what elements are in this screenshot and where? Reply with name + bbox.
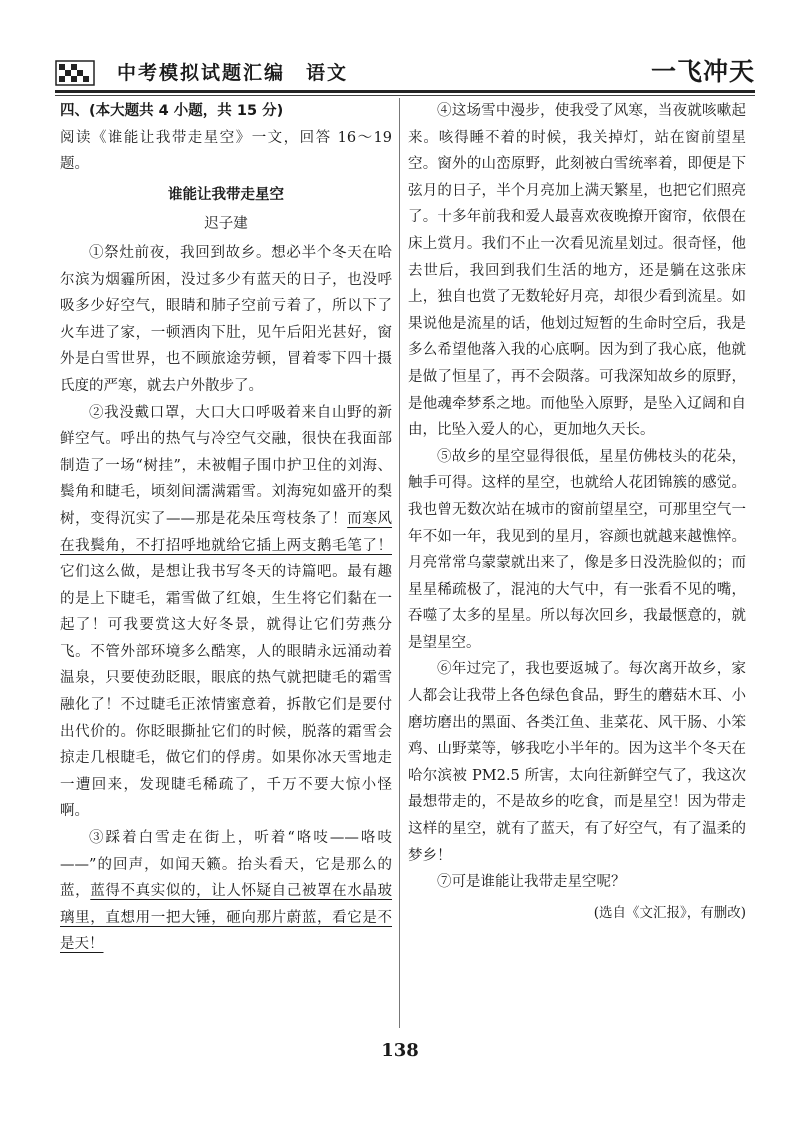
section-heading: 四、(本大题共 4 小题，共 15 分): [60, 103, 284, 119]
paragraph-2: [60, 400, 392, 826]
paragraph-7: ⑦可是谁能让我带走星空呢？: [437, 874, 626, 891]
column-divider: [399, 98, 400, 1028]
paragraph-3-text: ③踩着白雪走在街上，听着“咯吱——咯吱——”的回声，如闻天籁。抬头看天，它是那么的蓝，: [60, 830, 392, 900]
checker-logo-icon: [55, 60, 95, 86]
paragraph-3-underlined: 蓝得不真实似的，让人怀疑自己被罩在水晶玻璃里，直想用一把大锤，砸向那片蔚蓝，看它是不是天！: [60, 883, 393, 953]
paragraph-6: ⑥年过完了，我也要返城了。每次离开故乡，家人都会让我带上各色绿色食品，野生的蘑菇木耳、小磨坊磨出的黑面、各类江鱼、韭菜花、风干肠、小笨鸡、山野菜等，够我吃小半年的。因为这半个冬天在哈尔滨被 PM2.5 所害，太向往新鲜空气了，我这次最想带走的，不是故乡的吃食，而是星空！因为带走这样的星空，就有了蓝天，有了好空气，有了温柔的梦乡！: [408, 661, 746, 864]
paragraph-1: ①祭灶前夜，我回到故乡。想必半个冬天在哈尔滨为烟霾所困，没过多少有蓝天的日子，也没呼吸多少好空气，眼睛和肺子空前亏着了，所以下了火车进了家，一顿酒肉下肚，见午后阳光甚好，窗外是白雪世界，也不顾旅途劳顿，冒着零下四十摄氏度的严寒，就去户外散步了。: [60, 244, 392, 394]
section-instruction: 阅读《谁能让我带走星空》一文，回答 16～19 题。: [60, 129, 392, 173]
header-rule-thin: [55, 95, 755, 96]
paragraph-2-underlined: 而寒风在我鬓角，不打招呼地就给它插上两支鹅毛笔了！: [60, 510, 393, 554]
paragraph-2-rest: 它们这么做，是想让我书写冬天的诗篇吧。最有趣的是上下睫毛，霜雪做了红娘，生生将它们黏在一起了！可我要赏这大好冬景，就得让它们劳燕分飞。不管外部环境多么酷寒，人的眼睛永远涌动着温泉，只要使劲眨眼，眼底的热气就把睫毛的霜雪融化了！不过睫毛正浓情蜜意着，拆散它们是要付出代价的。你眨眼撕扯它们的时候，脱落的霜雪会掠走几根睫毛，做它们的俘虏。如果你冰天雪地走一遭回来，发现睫毛稀疏了，千万不要大惊小怪啊。: [60, 564, 392, 820]
page-header: [55, 52, 755, 88]
paragraph-2-text: ②我没戴口罩，大口大口呼吸着来自山野的新鲜空气。呼出的热气与冷空气交融，很快在我面部制造了一场“树挂”，未被帽子围巾护卫住的刘海、鬓角和睫毛，顷刻间濡满霜雪。刘海宛如盛开的梨树，变得沉实了——那是花朵压弯枝条了！: [60, 404, 392, 527]
article-author: 迟子建: [204, 216, 248, 233]
article-source: (选自《文汇报》，有删改): [593, 904, 746, 921]
paragraph-4: ④这场雪中漫步，使我受了风寒，当夜就咳嗽起来。咳得睡不着的时候，我关掉灯，站在窗前望星空。窗外的山峦原野，此刻被白雪统率着，即便是下弦月的日子，半个月亮加上满天繁星，也把它们照亮了。十多年前我和爱人最喜欢夜晚撩开窗帘，依偎在床上赏月。我们不止一次看见流星划过。很奇怪，他去世后，我回到我们生活的地方，还是躺在这张床上，独自也赏了无数轮好月亮，却很少看到流星。如果说他是流星的话，他划过短暂的生命时空后，我是多么希望他落入我的心底啊。因为到了我心底，他就是做了恒星了，再不会陨落。可我深知故乡的原野，是他魂牵梦系之地。而他坠入原野，是坠入辽阔和自由，比坠入爱人的心，更加地久天长。: [408, 103, 746, 439]
right-column: [408, 98, 746, 926]
header-rule: [55, 90, 755, 93]
brand-name: 一飞冲天: [650, 57, 755, 86]
paragraph-3: [60, 825, 392, 958]
article-title: 谁能让我带走星空: [168, 186, 284, 203]
paragraph-5: ⑤故乡的星空显得很低，星星仿佛枝头的花朵，触手可得。这样的星空，也就给人花团锦簇的感觉。我也曾无数次站在城市的窗前望星空，可那里空气一年不如一年，我见到的星月，容颜也就越来越憔悴。月亮常常乌蒙蒙就出来了，像是多日没洗脸似的；而星星稀疏极了，混沌的大气中，有一张看不见的嘴，吞噬了太多的星星。所以每次回乡，我最惬意的，就是望星空。: [408, 448, 746, 651]
page-number: 138: [381, 1040, 419, 1061]
series-title: 中考模拟试题汇编 语文: [117, 62, 349, 84]
left-column: [60, 98, 392, 958]
